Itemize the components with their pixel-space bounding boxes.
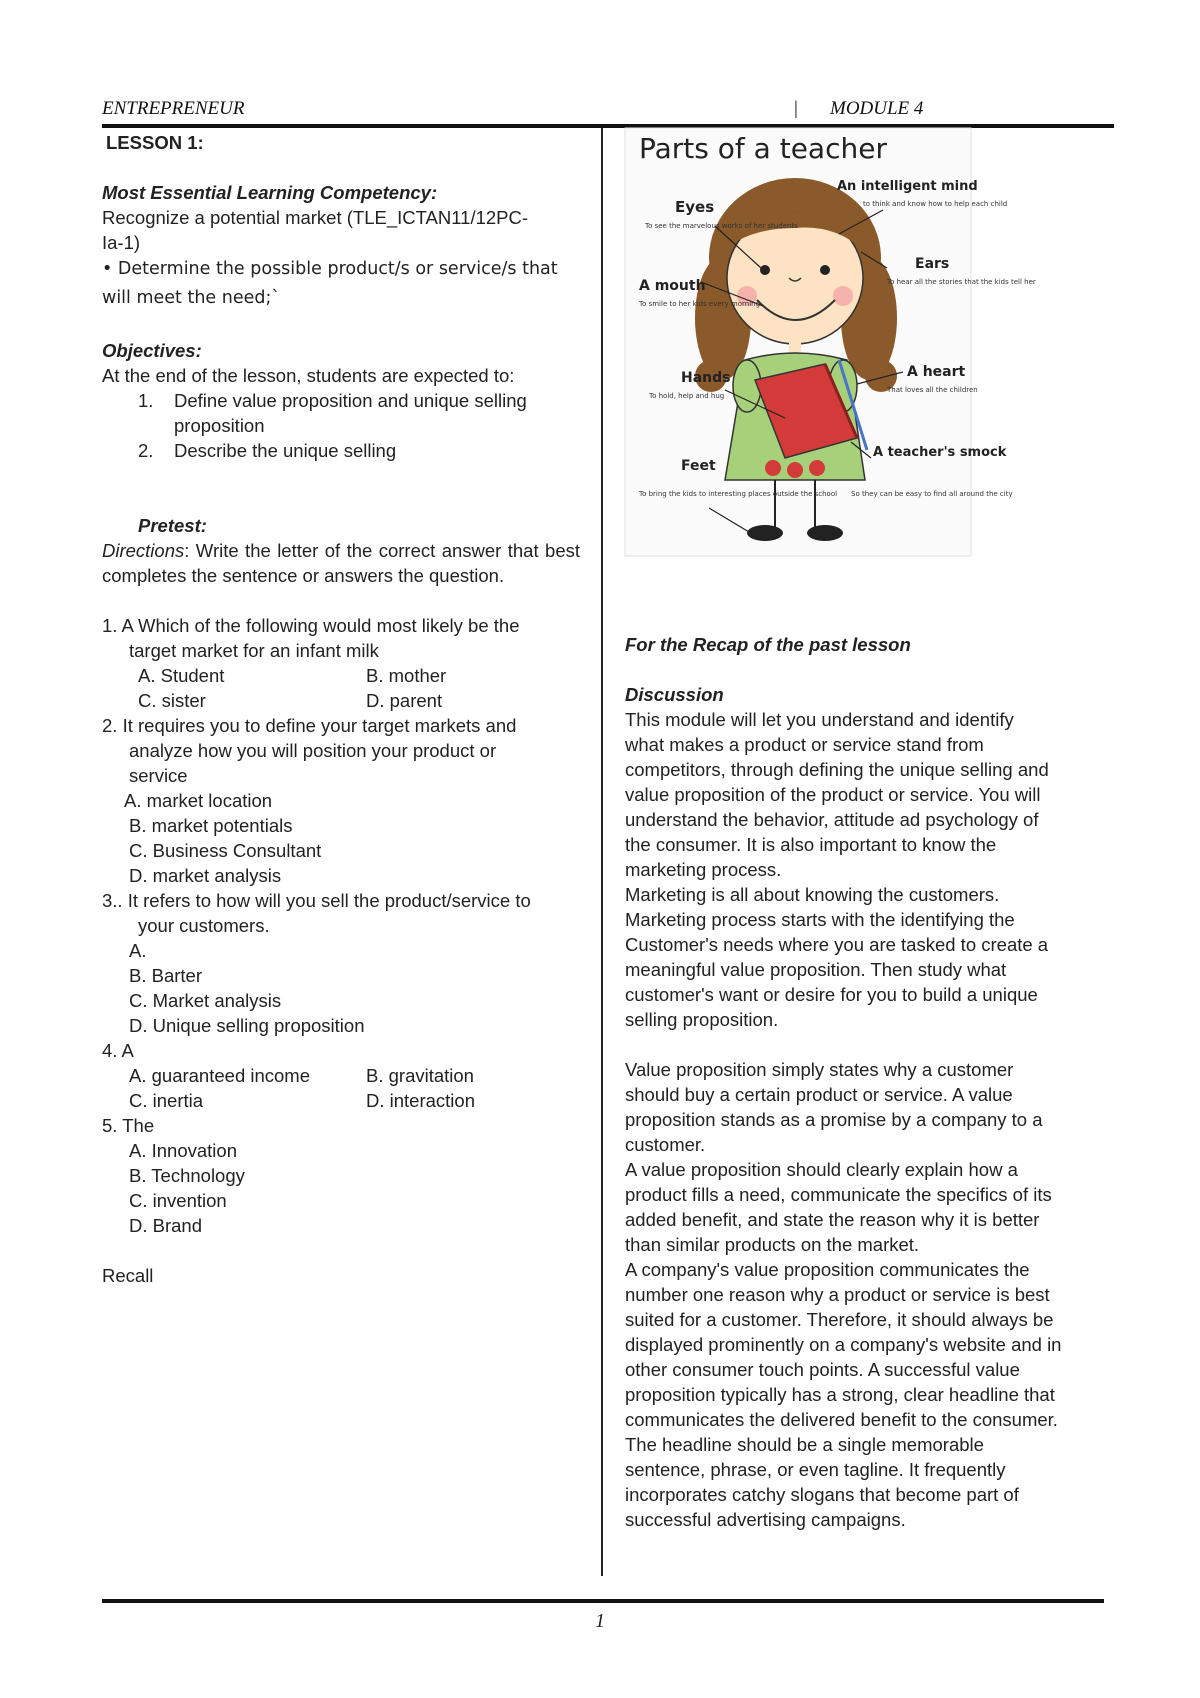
question-5-option-a: A. Innovation — [129, 1140, 237, 1161]
list-item-text: Define value proposition and unique selling — [174, 390, 527, 411]
objectives-list — [102, 388, 580, 463]
discussion-line: than similar products on the market. — [625, 1234, 920, 1255]
question-1-options-row-2 — [102, 688, 580, 713]
label-mouth: A mouth — [639, 278, 706, 294]
discussion-line: Value proposition simply states why a customer — [625, 1059, 1014, 1080]
option-b: B. gravitation — [366, 1065, 474, 1086]
recap-heading: For the Recap of the past lesson — [625, 634, 911, 655]
discussion-line: added benefit, and state the reason why it is better — [625, 1209, 1040, 1230]
question-3-option-d: D. Unique selling proposition — [129, 1015, 365, 1036]
label-mind-desc: to think and know how to help each child — [863, 200, 1008, 208]
discussion-line: A value proposition should clearly explain how a — [625, 1159, 1018, 1180]
discussion-heading: Discussion — [625, 684, 724, 705]
question-4-line-1: 4. A — [102, 1040, 134, 1061]
option-a: A. guaranteed income — [129, 1065, 311, 1086]
discussion-line: competitors, through defining the unique selling and — [625, 759, 1049, 780]
column-divider — [601, 128, 603, 1576]
question-5-option-b: B. Technology — [129, 1165, 245, 1186]
question-2-line-2: analyze how you will position your product or — [129, 740, 497, 761]
discussion-line: selling proposition. — [625, 1009, 779, 1030]
question-2-line-3: service — [129, 765, 188, 786]
discussion-line: marketing process. — [625, 859, 782, 880]
option-d: D. interaction — [366, 1090, 475, 1111]
list-item-text: Describe the unique selling — [174, 440, 397, 461]
pretest-directions — [102, 538, 580, 588]
parts-of-a-teacher-illustration — [625, 128, 1036, 556]
header-left: ENTREPRENEUR — [102, 98, 245, 119]
label-hands-desc: To hold, help and hug — [649, 392, 725, 400]
footer-rule — [102, 1599, 1104, 1603]
page-number: 1 — [595, 1610, 605, 1632]
discussion-line: Marketing is all about knowing the customers. — [625, 884, 1000, 905]
discussion-line: customer's want or desire for you to build a unique — [625, 984, 1038, 1005]
label-heart-desc: That loves all the children — [887, 386, 978, 394]
question-3-line-1: 3.. It refers to how will you sell the product/service to — [102, 890, 531, 911]
lesson-title: LESSON 1: — [106, 132, 204, 153]
question-1-line-2: target market for an infant milk — [129, 640, 379, 661]
question-4-options-row-1 — [102, 1063, 580, 1088]
question-2-option-a: A. market location — [124, 790, 273, 811]
label-feet-desc: To bring the kids to interesting places outside the school — [639, 490, 838, 498]
melc-heading: Most Essential Learning Competency: — [102, 182, 438, 203]
list-item — [102, 438, 580, 463]
list-item — [102, 388, 580, 438]
discussion-line: the consumer. It is also important to know the — [625, 834, 997, 855]
discussion-line: communicates the delivered benefit to the consumer. — [625, 1409, 1058, 1430]
header-right: MODULE 4 — [830, 98, 924, 119]
question-3-option-a: A. — [129, 940, 147, 961]
discussion-line: A company's value proposition communicates the — [625, 1259, 1030, 1280]
question-4-options-row-2 — [102, 1088, 580, 1113]
discussion-body — [625, 707, 1110, 1532]
label-hands: Hands — [681, 370, 731, 386]
label-eyes-desc: To see the marvelous works of her students — [645, 222, 798, 230]
discussion-line: number one reason why a product or service is best — [625, 1284, 1050, 1305]
question-3-option-b: B. Barter — [129, 965, 202, 986]
question-5-option-d: D. Brand — [129, 1215, 203, 1236]
face — [727, 211, 863, 344]
question-1-options-row-1 — [102, 663, 580, 688]
option-c: C. sister — [138, 690, 206, 711]
left-column — [102, 130, 580, 1288]
figure-title: Parts of a teacher — [639, 132, 887, 165]
label-mind: An intelligent mind — [837, 179, 978, 194]
label-heart: A heart — [907, 364, 966, 380]
question-2-option-c: C. Business Consultant — [129, 840, 322, 861]
label-feet: Feet — [681, 458, 716, 474]
recall-label: Recall — [102, 1265, 154, 1286]
objectives-intro: At the end of the lesson, students are expected to: — [102, 365, 515, 386]
list-item-number: 1. — [138, 390, 154, 411]
question-3-option-c: C. Market analysis — [129, 990, 282, 1011]
discussion-line: what makes a product or service stand from — [625, 734, 984, 755]
label-smock: A teacher's smock — [873, 445, 1007, 460]
label-smock-desc: So they can be easy to find all around the city — [851, 490, 1013, 498]
question-5-option-c: C. invention — [129, 1190, 227, 1211]
discussion-line: displayed prominently on a company's website and in — [625, 1334, 1062, 1355]
option-a: A. Student — [138, 665, 225, 686]
question-3-line-2: your customers. — [138, 915, 270, 936]
discussion-line: meaningful value proposition. Then study what — [625, 959, 1007, 980]
melc-text-2: Ia-1) — [102, 232, 141, 253]
discussion-line — [625, 1032, 1110, 1057]
discussion-line: Marketing process starts with the identifying the — [625, 909, 1015, 930]
directions-text: : Write the letter of the correct answer that best completes the sentence or answers the question. — [102, 540, 580, 586]
pretest-heading: Pretest: — [138, 515, 207, 536]
label-mouth-desc: To smile to her kids every morning — [639, 300, 761, 308]
question-2-option-b: B. market potentials — [129, 815, 293, 836]
discussion-line: suited for a customer. Therefore, it should always be — [625, 1309, 1054, 1330]
discussion-line: product fills a need, communicate the specifics of its — [625, 1184, 1052, 1205]
question-5-line-1: 5. The — [102, 1115, 155, 1136]
melc-text-1: Recognize a potential market (TLE_ICTAN11/12PC- — [102, 207, 529, 228]
discussion-line: The headline should be a single memorable — [625, 1434, 984, 1455]
list-item-text: proposition — [174, 415, 265, 436]
option-b: B. mother — [366, 665, 447, 686]
discussion-line: customer. — [625, 1134, 706, 1155]
discussion-line: should buy a certain product or service. A value — [625, 1084, 1013, 1105]
discussion-line: incorporates catchy slogans that become part of — [625, 1484, 1019, 1505]
discussion-line: This module will let you understand and identify — [625, 709, 1014, 730]
label-ears-desc: To hear all the stories that the kids tell her — [887, 278, 1036, 286]
melc-bullet-2: will meet the need;` — [102, 288, 281, 308]
discussion-line: successful advertising campaigns. — [625, 1509, 906, 1530]
question-1-line-1: 1. A Which of the following would most likely be the — [102, 615, 520, 636]
discussion-line: Customer's needs where you are tasked to create a — [625, 934, 1049, 955]
objectives-heading: Objectives: — [102, 340, 202, 361]
discussion-line: other consumer touch points. A successful value — [625, 1359, 1020, 1380]
discussion-line: proposition stands as a promise by a company to a — [625, 1109, 1043, 1130]
list-item-number: 2. — [138, 440, 154, 461]
question-2-option-d: D. market analysis — [129, 865, 282, 886]
discussion-line: sentence, phrase, or even tagline. It frequently — [625, 1459, 1006, 1480]
option-c: C. inertia — [129, 1090, 204, 1111]
directions-label: Directions — [102, 540, 185, 561]
right-column — [625, 632, 1110, 1532]
discussion-line: proposition typically has a strong, clear headline that — [625, 1384, 1055, 1405]
discussion-line: value proposition of the product or service. You will — [625, 784, 1041, 805]
label-ears: Ears — [915, 256, 950, 272]
melc-bullet-1: • Determine the possible product/s or service/s that — [102, 259, 558, 279]
option-d: D. parent — [366, 690, 443, 711]
question-2-line-1: 2. It requires you to define your target markets and — [102, 715, 517, 736]
discussion-line: understand the behavior, attitude ad psychology of — [625, 809, 1039, 830]
header-separator: | — [793, 98, 799, 119]
label-eyes: Eyes — [675, 198, 715, 216]
